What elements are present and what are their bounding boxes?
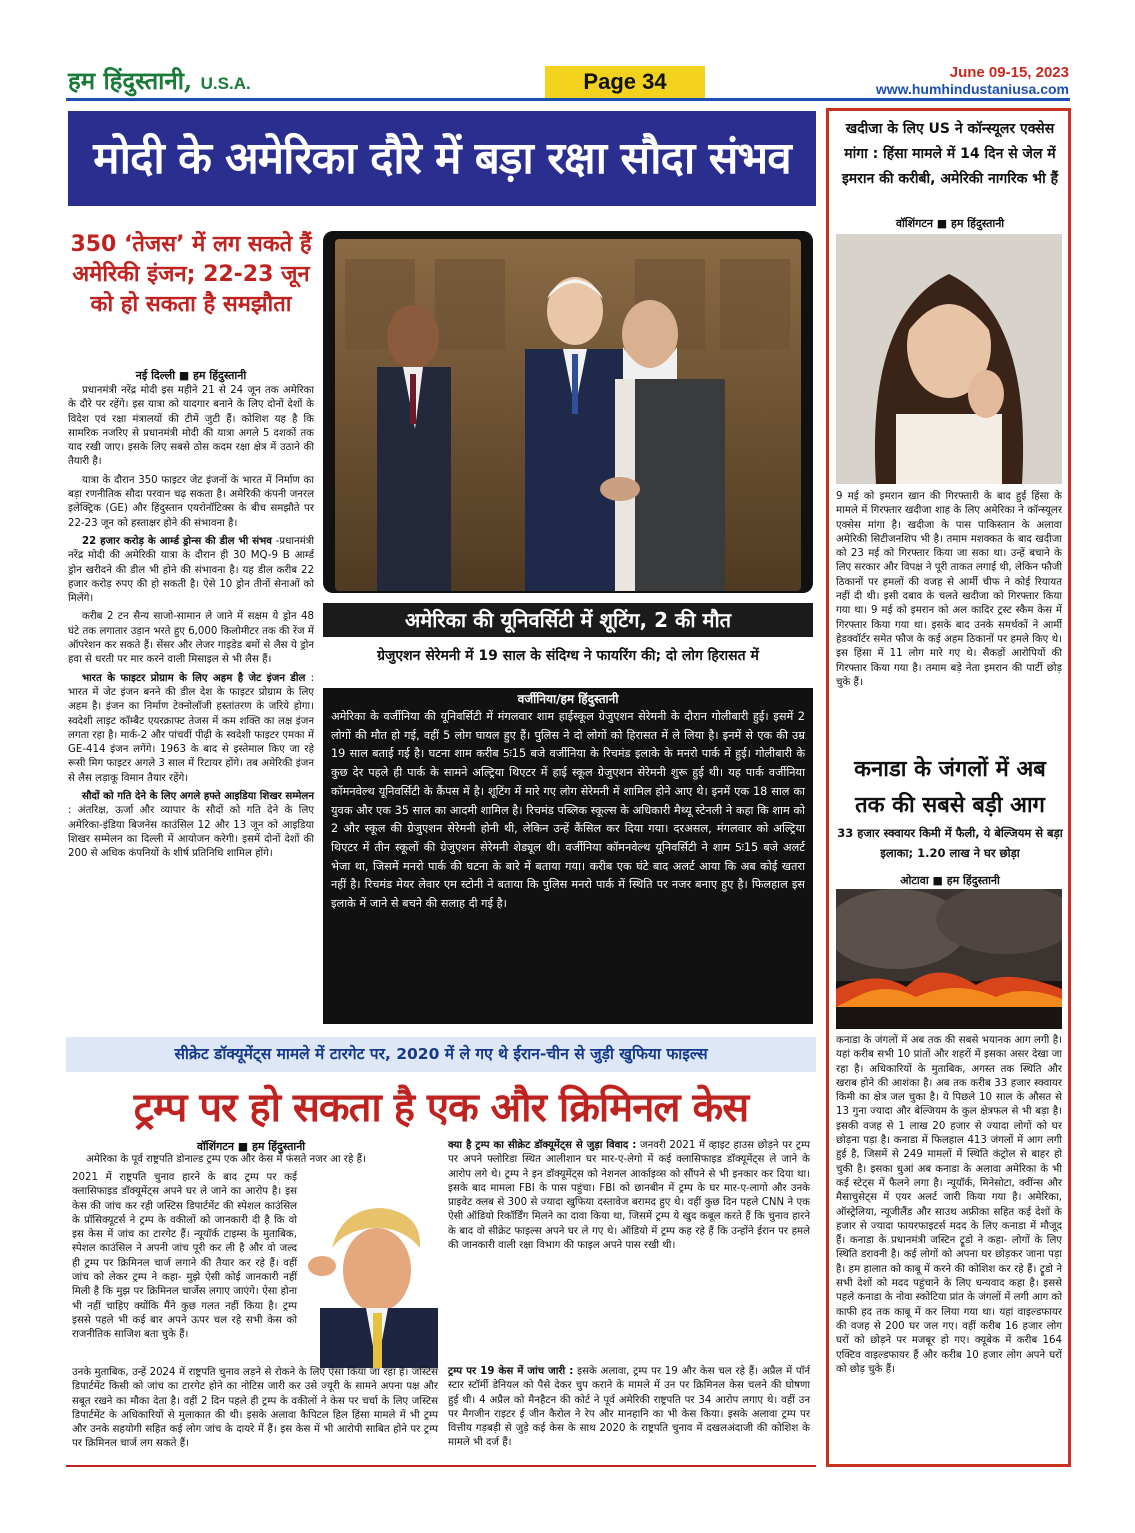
tejas-para-3 <box>68 535 314 606</box>
page-number-badge <box>545 66 705 98</box>
brand-name: हम हिंदुस्तानी, <box>68 66 193 95</box>
tejas-para-1: प्रधानमंत्री नरेंद्र मोदी इस महीने 21 से 24 जून तक अमेरिका के दौरे पर रहेंगे। इस यात्रा को यादगार बनाने के लिए दोनों देशों के विदेश एवं रक्षा मंत्रालयों की टीमें जुटी हैं। कोशिश यह है कि सामरिक नजरिए से प्रधानमंत्री मोदी की यात्रा अगले 5 दशकों तक याद रखी जाए। इसके लिए सबसे ठोस कदम रक्षा क्षेत्र में उठाने की तैयारी है। <box>68 385 314 468</box>
shooting-byline: वर्जीनिया/हम हिंदुस्तानी <box>517 692 619 706</box>
tejas-para-5 <box>68 672 314 786</box>
canada-headline: कनाडा के जंगलों में अब तक की सबसे बड़ी आग <box>854 757 1046 818</box>
trump-col1: 2021 में राष्ट्रपति चुनाव हारने के बाद ट्रम्प पर कई क्लासिफाइड डॉक्यूमेंट्स अपने घर ले जाने का आरोप है। इस केस की जांच कर रही जस्टिस डिपार्टमेंट की स्पेशल काउंसिल के प्रॉसिक्यूटर्स ने ट्रम्प के वकीलों को जानकारी दी है कि वो इस केस में जांच का टारगेट हैं। न्यूयॉर्क टाइम्स के मुताबिक, स्पेशल काउंसिल ने अपनी जांच पूरी कर ली है और वो जल्द ही ट्रम्प पर क्रिमिनल चार्ज लगाने की तैयार कर रहे हैं। वहीं जांच को लेकर ट्रम्प ने कहा- मुझे ऐसी कोई जानकारी नहीं मिली है कि मुझ पर क्रिमिनल चार्जेस लगाए जाएंगे। ऐसा होना भी नहीं चाहिए क्योंकि मैंने कुछ गलत नहीं किया है। ट्रम्प इससे पहले भी कई बार अपने ऊपर चल रहे सभी केस को राजनीतिक साजिश बता चुके हैं। <box>72 1172 297 1341</box>
trump-col2-text: जनवरी 2021 में व्हाइट हाउस छोड़ने पर ट्रम्प पर अपने फ्लोरिडा स्थित आलीशान घर मार-ए-लेगो में कई क्लासिफाइड डॉक्यूमेंट्स ले जाने के आरोप लगे थे। ट्रम्प ने इन डॉक्यूमेंट्स को नेशनल आर्काइव्स को सौंपने से भी इनकार कर दिया था। इसके बाद मामला FBI के पास पहुंचा। FBI को छानबीन में ट्रम्प के घर मार-ए-लागो और उनके प्राइवेट क्लब से 300 से ज्यादा खुफिया दस्तावेज बरामद हुए थे। वहीं कुछ दिन पहले CNN ने एक ऐसी ऑडियो रिकॉर्डिंग मिलने का दावा किया था, जिसमें ट्रम्प ये खुद कबूल करते हैं कि चुनाव हारने के बाद वो सीक्रेट फाइल्स अपने घर ले गए थे। ऑडियो में ट्रम्प कह रहे हैं कि उन्होंने ईरान पर हमले की जानकारी वाली रक्षा विभाग की फाइल अपने पास रखी थी। <box>448 1140 810 1252</box>
tejas-para-4: करीब 2 टन सैन्य साजो-सामान ले जाने में सक्षम ये ड्रोन 48 घंटे तक लगातार उड़ान भरते हुए 6,000 किलोमीटर तक की रेंज में ऑपरेशन कर सकते हैं। सेंसर और लेजर गाइडेड बमों से लैस ये ड्रोन हवा से धरती पर मार करने वाली मिसाइल से भी लैस हैं। <box>68 611 314 666</box>
website-link[interactable]: www.humhindustaniusa.com <box>875 81 1069 97</box>
tejas-para-3-text: -प्रधानमंत्री नरेंद्र मोदी की अमेरिकी यात्रा के दौरान ही 30 MQ-9 B आर्म्ड ड्रोन खरीदने की डील भी होने की संभावना है। यह डील करीब 22 हजार करोड़ रुपए की हो सकती है। ऐसे 10 ड्रोन तीनों सेनाओं को मिलेंगे। <box>68 535 315 605</box>
leaders-photo-frame <box>323 231 813 593</box>
tejas-para-6 <box>68 790 314 861</box>
trump-col2 <box>448 1139 810 1253</box>
trump-col3-bold: ट्रम्प पर 19 केस में जांच जारी : <box>448 1366 574 1377</box>
khadija-body: 9 मई को इमरान खान की गिरफ्तारी के बाद हुई हिंसा के मामले में गिरफ्तार खदीजा शाह के लिए अमेरिका ने कॉन्स्यूलर एक्सेस मांगा है। खदीजा के पास पाकिस्तान के अलावा अमेरिकी सिटीजनशिप भी है। तमाम मशक्कत के बाद खदीजा को 23 मई को गिरफ्तार किया जा सका था। उन्हें बचाने के लिए सरकार और विपक्ष ने पूरी ताकत लगाई थी, लेकिन फौजी ठिकानों पर हमलों की वजह से आर्मी चीफ ने कोई रियायत नहीं दी थी। इसी दबाव के चलते खदीजा को गिरफ्तार किया गया था। 9 मई को इमरान को अल कादिर ट्रस्ट स्कैम केस में गिरफ्तार किया गया था। इसके बाद उनके समर्थकों ने आर्मी हेडक्वॉर्टर समेत फौज के कई अहम ठिकानों पर हमले किए थे। इस हिंसा में 11 लोग मारे गए थे। सैकड़ों आरोपियों की गिरफ्तार किया गया है। तमाम बड़े नेता इमरान की पार्टी छोड़ चुके हैं। <box>836 491 1062 688</box>
shooting-body: अमेरिका के वर्जीनिया की यूनिवर्सिटी में मंगलवार शाम हाईस्कूल ग्रेजुएशन सेरेमनी के दौरान गोलीबारी हुई। इसमें 2 लोगों की मौत हो गई, वहीं 5 लोग घायल हुए हैं। पुलिस ने दो लोगों को हिरासत में ले लिया है। इनमें से एक की उम्र 19 साल बताई गई है। घटना शाम करीब 5ः15 बजे वर्जीनिया के रिचमंड इलाके के मनरो पार्क में हुई। गोलीबारी के कुछ देर पहले ही पार्क के सामने अल्ट्रिया थिएटर में हाई स्कूल ग्रेजुएशन सेरेमनी शुरू हुई थी। यह पार्क वर्जीनिया कॉमनवेल्थ यूनिवर्सिटी के कैंपस में है। शूटिंग में मारे गए लोग सेरेमनी में शामिल होने आए थे। इनमें एक 18 साल का युवक और एक 35 साल का आदमी शामिल है। रिचमंड पब्लिक स्कूल्स के अधिकारी मैथ्यू स्टेनली ने कहा कि शाम को 2 और स्कूल की ग्रेजुएशन सेरेमनी होनी थी, लेकिन उन्हें कैंसिल कर दिया गया। दरअसल, मंगलवार को अल्ट्रिया थिएटर में तीन स्कूलों की ग्रेजुएशन सेरेमनी शेड्यूल थी। वर्जीनिया कॉमनवेल्थ यूनिवर्सिटी ने शाम 5ः15 बजे अलर्ट भेजा था, जिसमें मनरो पार्क की घटना के बारे में बताया गया। करीब एक घंटे बाद अलर्ट आया कि अब कोई खतरा नहीं है। रिचमंड मेयर लेवार एम स्टोनी ने बताया कि पुलिस मनरो पार्क में स्थिति पर नजर बनाए हुए है। फिलहाल इस इलाके में जाने से बचने की सलाह दी गई है। <box>331 710 805 911</box>
tejas-para-3-bold: 22 हजार करोड़ के आर्म्ड ड्रोन्स की डील भी संभव <box>82 535 272 547</box>
trump-photo <box>302 1178 438 1368</box>
tejas-byline: नई दिल्ली ■ हम हिंदुस्तानी <box>135 369 247 382</box>
trump-col1-cont: उनके मुताबिक, उन्हें 2024 में राष्ट्रपति चुनाव लड़ने से रोकने के लिए ऐसा किया जा रहा है। जस्टिस डिपार्टमेंट किसी को जांच का टारगेट होने का नोटिस जारी कर उसे ज्यूरी के सामने अपना पक्ष और सबूत रखने का मौका देता है। वहीं 2 दिन पहले ही ट्रम्प के वकीलों ने केस पर चर्चा के लिए जस्टिस डिपार्टमेंट के अधिकारियों से मुलाकात की थी। इसके अलावा कैपिटल हिल हिंसा मामले में भी ट्रम्प और उनके सहयोगी सहित कई लोग जांच के दायरे में हैं। इस केस में भी आरोपी साबित होने पर ट्रम्प पर क्रिमिनल चार्ज लग सकते हैं। <box>72 1367 438 1450</box>
khadija-portrait-photo <box>836 234 1062 484</box>
trump-headline: ट्रम्प पर हो सकता है एक और क्रिमिनल केस <box>133 1085 749 1131</box>
trump-col2-bold: क्या है ट्रम्प का सीक्रेट डॉक्यूमेंट्स से जुड़ा विवाद : <box>448 1140 637 1151</box>
trump-col3 <box>448 1365 810 1451</box>
tejas-para-2: यात्रा के दौरान 350 फाइटर जेट इंजनों के भारत में निर्माण का बड़ा रणनीतिक सौदा परवान चढ़ सकता है। अमेरिकी कंपनी जनरल इलेक्ट्रिक (GE) और हिंदुस्तान एयरोनॉटिक्स के बीच समझौते पर 22-23 जून को हस्ताक्षर होने की संभावना है। <box>68 474 314 529</box>
canada-body: कनाडा के जंगलों में अब तक की सबसे भयानक आग लगी है। यहां करीब सभी 10 प्रांतों और शहरों में इसका असर देखा जा रहा है। अधिकारियों के मुताबिक, अगस्त तक स्थिति और खराब होने की आशंका है। अब तक करीब 33 हजार स्क्वायर किमी का क्षेत्र जल चुका है। ये पिछले 10 साल के औसत से 13 गुना ज्यादा और बेल्जियम के कुल क्षेत्रफल से भी बड़ा है। इसकी वजह से 1 लाख 20 हजार से ज्यादा लोगों को घर छोड़ना पड़ा है। कनाडा में फिलहाल 413 जंगलों में आग लगी हुई है, जिसमें से 249 मामलों में स्थिति कंट्रोल से बाहर हो चुकी है। इसका धुआं अब कनाडा के अलावा अमेरिका के भी कई स्टेट्स में फैलने लगा है। न्यूयॉर्क, मिनेसोटा, क्वींन्स और मैसाचुसेट्स में एयर अलर्ट जारी किया गया है। अमेरिका, ऑस्ट्रेलिया, न्यूजीलैंड और साउथ अफ्रीका सहित कई देशों के हजार से ज्यादा फायरफाइटर्स मदद के लिए कनाडा में मौजूद हैं। कनाडा के प्रधानमंत्री जस्टिन ट्रूडो ने कहा- लोगों के लिए स्थिति डरावनी है। कई लोगों को अपना घर छोड़कर जाना पड़ा है। हम हालात को काबू में करने की कोशिश कर रहे हैं। ट्रूडो ने सभी देशों को मदद पहुंचाने के लिए धन्यवाद कहा है। इससे पहले कनाडा के नोवा स्कोटिया प्रांत के जंगलों में लगी आग को काफी हद तक काबू में कर लिया गया था। यहां वाइल्डफायर की वजह से 200 घर जल गए। वहीं करीब 16 हजार लोग घरों को छोड़ने पर मजबूर हो गए। क्यूबेक में करीब 164 एक्टिव वाइल्डफायर हैं और करीब 10 हजार लोग अपने घरों को छोड़ चुके हैं। <box>836 1035 1062 1375</box>
tejas-body <box>68 384 314 862</box>
issue-date: June 09-15, 2023 <box>949 64 1069 81</box>
tejas-para-6-bold: सौदों को गति देने के लिए अगले हफ्ते आइडिया शिखर सम्मेलन <box>82 791 314 803</box>
page-number: Page 34 <box>583 69 667 94</box>
tejas-headline: 350 ‘तेजस’ में लग सकते हैं अमेरिकी इंजन; 22-23 जून को हो सकता है समझौता <box>70 232 312 317</box>
shooting-headline: अमेरिका की यूनिवर्सिटी में शूटिंग, 2 की मौत <box>323 603 813 637</box>
brand-suffix: U.S.A. <box>200 74 251 93</box>
header-divider <box>66 98 1070 101</box>
trump-kicker: सीक्रेट डॉक्यूमेंट्स मामले में टारगेट पर, 2020 में ले गए थे ईरान-चीन से जुड़ी खुफिया फाइल्स <box>174 1045 708 1063</box>
canada-subhead: 33 हजार स्क्वायर किमी में फैली, ये बेल्जियम से बड़ा इलाका; 1.20 लाख ने घर छोड़ा <box>837 826 1063 860</box>
lead-headline: मोदी के अमेरिका दौरे में बड़ा रक्षा सौदा संभव <box>68 111 816 206</box>
tejas-para-5-text: : भारत में जेट इंजन बनने की डील देश के फाइटर प्रोग्राम के लिए अहम है। इंजन का निर्माण टेक्नोलॉजी हस्तांतरण के जरिये होगा। स्वदेशी लाइट कॉम्बैट एयरक्राफ्ट तेजस में कम शक्ति का लक्ष इंजन लगता रहा है। मार्क-2 और पांचवीं पीढ़ी के स्वदेशी फाइटर एमका में GE-414 इंजन लगेंगे। 1963 के बाद से इस्तेमाल किए जा रहे रूसी मिग फाइटर अगले 3 साल में रिटायर होंगे। तब अमेरिकी इंजन से लैस लड़ाकू विमान तैयार रहेंगे। <box>68 672 315 784</box>
khadija-headline: खदीजा के लिए US ने कॉन्स्यूलर एक्सेस मांगा : हिंसा मामले में 14 दिन से जेल में इमरान की करीबी, अमेरिकी नागरिक भी हैं <box>841 121 1059 187</box>
trump-intro: अमेरिका के पूर्व राष्ट्रपति डोनाल्ड ट्रम्प एक और केस में फंसते नजर आ रहे हैं। <box>86 1154 366 1165</box>
tejas-para-6-text: : अंतरिक्ष, ऊर्जा और व्यापार के सौदों को गति देने के लिए अमेरिका-इंडिया बिजनेस काउंसिल 12 और 13 जून को आइडिया शिखर सम्मेलन का दिल्ली में आयोजन करेगी। इसमें दोनों देशों की 200 से अधिक कंपनियों के शीर्ष प्रतिनिधि शामिल होंगे। <box>68 805 314 860</box>
tejas-para-5-bold: भारत के फाइटर प्रोग्राम के लिए अहम है जेट इंजन डील <box>82 672 306 684</box>
shooting-story-box <box>323 688 813 1024</box>
shooting-subhead: ग्रेजुएशन सेरेमनी में 19 साल के संदिग्ध ने फायरिंग की; दो लोग हिरासत में <box>377 648 759 664</box>
khadija-byline: वॉशिंगटन ■ हम हिंदुस्तानी <box>895 217 1005 230</box>
masthead-brand <box>68 64 251 97</box>
trump-bottom-rule <box>66 1465 816 1467</box>
leaders-handshake-photo <box>335 239 801 591</box>
trump-col3-text: इसके अलावा, ट्रम्प पर 19 और केस चल रहे हैं। अप्रैल में पॉर्न स्टार स्टॉर्मी डेनियल को पैसे देकर चुप कराने के मामले में उन पर क्रिमिनल केस चलने की घोषणा हुई थी। 4 अप्रैल को मैनहैटन की कोर्ट ने पूर्व अमेरिकी राष्ट्रपति पर 34 आरोप लगाए थे। वहीं उन पर मैगजीन राइटर ई जीन कैरोल ने रेप और मानहानि का भी केस किया। इसके अलावा ट्रम्प पर वित्तीय गड़बड़ी से जुड़े कई केस के साथ 2020 के राष्ट्रपति चुनाव में दखलअंदाजी की कोशिश के मामले भी दर्ज हैं। <box>448 1366 810 1449</box>
trump-byline: वॉशिंगटन ■ हम हिंदुस्तानी <box>196 1140 306 1153</box>
canada-byline: ओटावा ■ हम हिंदुस्तानी <box>900 874 1000 887</box>
wildfire-photo <box>836 889 1062 1029</box>
